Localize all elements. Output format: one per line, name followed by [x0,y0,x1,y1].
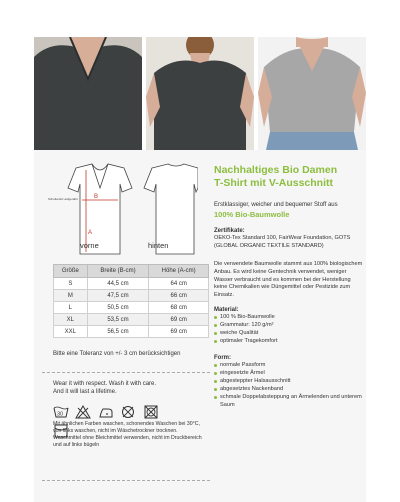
photo-front-grey [258,37,366,150]
wash-30-icon [53,405,69,419]
photo-back-anthracite [146,37,254,150]
intro-text: Erstklassiger, weicher und bequemer Stoff aus [214,202,338,208]
height-cell: 69 cm [149,314,209,326]
cotton-description: Die verwendete Baumwolle stammt aus 100% biologischem Anbau. Es wird keine Gentechnik verwendet, weniger Wasser verbraucht und es kommen bei der Herstellung keine Chemikalien wie Düngemittel oder Pestizide zum Einsatz. [214,261,363,299]
table-row [54,278,209,290]
table-row [54,302,209,314]
form-section [214,354,364,409]
photo-front-anthracite [34,37,142,150]
size-header: Größe [54,265,88,278]
size-cell: M [54,290,88,302]
product-info-panel [34,150,366,502]
width-header: Breite (B-cm) [87,265,149,278]
divider [42,372,210,373]
care-line-1: Wear it with respect. Wash it with care. [53,381,157,387]
table-row [54,314,209,326]
size-cell: XXL [54,326,88,338]
width-cell: 44,5 cm [87,278,149,290]
height-cell: 66 cm [149,290,209,302]
form-heading: Form: [214,355,231,361]
product-photo-strip [0,0,400,150]
list-item: eingesetzte Ärmel [214,370,364,378]
size-cell: XL [54,314,88,326]
width-cell: 53,5 cm [87,314,149,326]
no-bleach-icon [75,405,91,419]
right-column [214,150,366,502]
material-heading: Material: [214,307,239,313]
height-header: Höhe (A-cm) [149,265,209,278]
left-column [34,150,214,502]
sketch-note: Schultersitz aufgenäht [48,197,78,201]
certificates-section [214,227,364,251]
care-icons [53,405,173,419]
care-slogan [53,380,156,396]
table-row [54,290,209,302]
intro-highlight: 100% Bio-Baumwolle [214,210,290,219]
tshirt-sketch [48,162,198,262]
iron-low-icon [98,405,114,419]
certificates-heading: Zertifikate: [214,228,245,234]
title-line-2: T-Shirt mit V-Ausschnitt [214,177,334,190]
height-cell: 68 cm [149,302,209,314]
front-label: vorne [80,241,99,250]
width-cell: 50,5 cm [87,302,149,314]
divider [42,480,210,481]
title-line-1: Nachhaltiges Bio Damen [214,164,338,176]
measure-a-label: A [88,230,93,236]
width-cell: 47,5 cm [87,290,149,302]
list-item: abgesteppter Halsausschnitt [214,378,364,386]
size-table [53,264,209,338]
height-cell: 64 cm [149,278,209,290]
list-item: 100 % Bio-Baumwolle [214,314,364,322]
no-dry-clean-icon [120,405,136,419]
list-item: abgesetztes Nackenband [214,386,364,394]
back-label: hinten [148,241,169,250]
list-item: schmale Doppelabsteppung an Ärmelenden und unterem Saum [214,394,364,410]
product-title [214,164,364,190]
list-item: weiche Qualität [214,330,364,338]
sketch-front [68,164,132,254]
certificates-text: OEKO-Tex Standard 100, FairWear Foundation, GOTS (GLOBAL ORGANIC TEXTILE STANDARD) [214,235,351,250]
no-tumble-dry-icon [143,405,159,419]
table-row [54,326,209,338]
tolerance-note: Bitte eine Toleranz von +/- 3 cm berücksichtigen [53,351,181,357]
height-cell: 69 cm [149,326,209,338]
list-item: Grammatur: 120 g/m² [214,322,364,330]
wash-instructions: Mit ähnlichen Farben waschen, schonendes Waschen bei 30°C, von links waschen, nicht im Wäschetrockner trocknen. Waschmittel ohne Bleichmittel verwenden, nicht im Druckbereich und auf links bügeln [53,421,202,449]
list-item: optimaler Tragekomfort [214,338,364,346]
size-cell: L [54,302,88,314]
size-cell: S [54,278,88,290]
measure-b-label: B [94,194,99,200]
form-list [214,362,364,409]
svg-text:30: 30 [57,411,64,418]
care-line-2: And it will last a lifetime. [53,389,117,396]
material-list [214,314,364,345]
list-item: normale Passform [214,362,364,370]
material-section [214,306,364,346]
width-cell: 56,5 cm [87,326,149,338]
